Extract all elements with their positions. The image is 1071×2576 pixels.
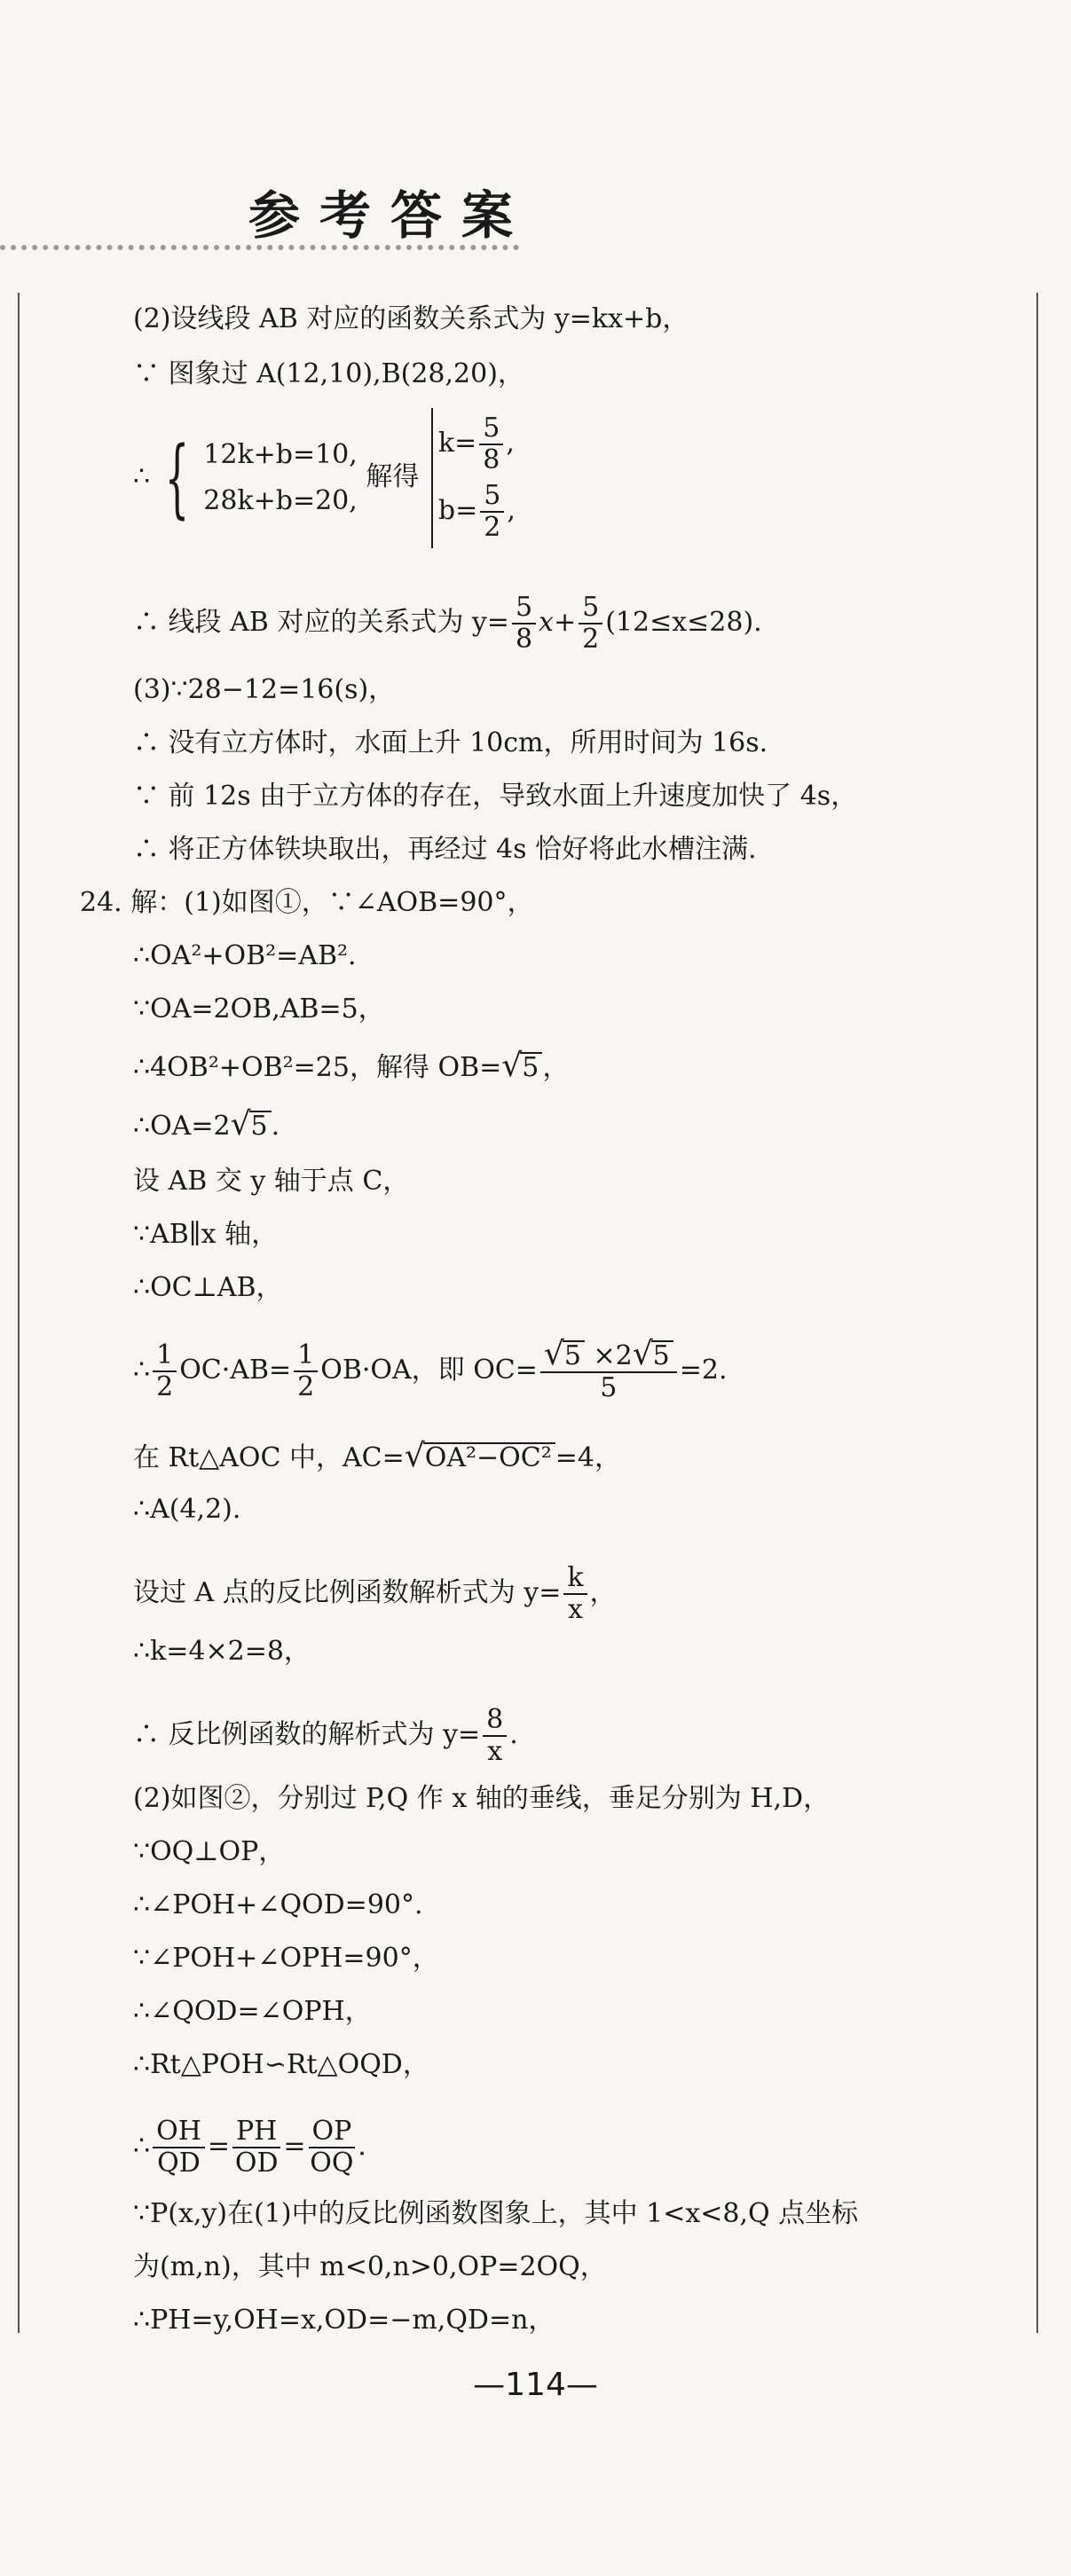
answer-line-1: (2)设线段 AB 对应的函数关系式为 y=kx+b，	[133, 303, 689, 334]
answer-line-17: ∴ $\frac{1}{2}$ OC·AB= $\frac{1}{2}$ OB·OA，即 OC= $\frac{√5 \times 2√5}{5}$ =2.	[133, 1336, 728, 1403]
system-equation-1: 12k+b=10,	[203, 439, 358, 470]
answer-line-5: (3)∵28−12=16(s)，	[133, 674, 396, 705]
page-number: —114—	[473, 2367, 598, 2403]
answer-line-7: ∵ 前 12s 由于立方体的存在，导致水面上升速度加快了 4s，	[133, 781, 858, 812]
answer-line-16: ∴OC⊥AB，	[133, 1272, 283, 1303]
system-solution	[431, 408, 516, 548]
answer-line-14: 设 AB 交 y 轴于点 C，	[133, 1166, 410, 1197]
answer-line-19: ∴A(4,2).	[133, 1494, 241, 1525]
equation-system	[133, 408, 516, 548]
answer-line-13: ∴OA=2√5 .	[133, 1106, 280, 1143]
solve-label: 解得	[366, 461, 420, 492]
answer-line-21: ∴k=4×2=8，	[133, 1636, 311, 1667]
therefore-symbol: ∴	[133, 461, 151, 492]
answer-line-10: ∴OA²+OB²=AB².	[133, 940, 357, 971]
answer-line-4: ∴ 线段 AB 对应的关系式为 y= $\frac{5}{8}$ x+ $\frac{5}{2}$ (12≤x≤28).	[133, 592, 762, 655]
answer-line-26: ∵∠POH+∠OPH=90°，	[133, 1943, 439, 1974]
system-equation-2: 28k+b=20,	[203, 485, 358, 516]
left-margin-line	[18, 293, 20, 2333]
right-margin-line	[1036, 293, 1038, 2333]
answer-line-31: 为(m,n)，其中 m<0,n>0,OP=2OQ，	[133, 2251, 607, 2282]
answer-line-24: ∵OQ⊥OP，	[133, 1836, 286, 1867]
solution-b: b= $\frac{5}{2}$ ,	[437, 480, 516, 543]
answer-line-25: ∴∠POH+∠QOD=90°.	[133, 1889, 423, 1920]
answer-line-30: ∵P(x,y)在(1)中的反比例函数图象上，其中 1<x<8,Q 点坐标	[133, 2198, 859, 2229]
answer-line-11: ∵OA=2OB,AB=5，	[133, 993, 385, 1025]
system-equations	[203, 432, 358, 524]
answer-line-8: ∴ 将正方体铁块取出，再经过 4s 恰好将此水槽注满.	[133, 834, 757, 865]
page-title: 参考答案	[248, 185, 532, 246]
answer-line-22: ∴ 反比例函数的解析式为 y= $\frac{8}{x}$ .	[133, 1704, 518, 1767]
answer-line-6: ∴ 没有立方体时，水面上升 10cm，所用时间为 16s.	[133, 727, 768, 758]
answer-line-18: 在 Rt△AOC 中，AC=√OA²−OC² =4，	[133, 1438, 621, 1474]
answer-line-20: 设过 A 点的反比例函数解析式为 y= $\frac{k}{x}$ ，	[133, 1562, 617, 1625]
header-dotted-rule	[0, 245, 519, 250]
answer-line-29: ∴ $\frac{OH}{QD}$ = $\frac{PH}{OD}$ = $\frac{OP}{OQ}$ .	[133, 2116, 366, 2179]
answer-line-2: ∵ 图象过 A(12,10),B(28,20)，	[133, 358, 524, 389]
answer-line-23: (2)如图②，分别过 P,Q 作 x 轴的垂线，垂足分别为 H,D，	[133, 1783, 831, 1814]
solution-k: k= $\frac{5}{8}$ ,	[437, 412, 515, 475]
answer-line-12: ∴4OB²+OB²=25，解得 OB=√5 ，	[133, 1048, 570, 1084]
answer-line-15: ∵AB∥x 轴，	[133, 1219, 279, 1250]
answer-line-27: ∴∠QOD=∠OPH，	[133, 1996, 372, 2027]
answer-line-9: 24. 解：(1)如图①，∵∠AOB=90°，	[80, 887, 534, 918]
answer-line-28: ∴Rt△POH∽Rt△OQD，	[133, 2049, 429, 2080]
left-brace: {	[164, 428, 189, 528]
answer-line-32: ∴PH=y,OH=x,OD=−m,QD=n，	[133, 2305, 555, 2336]
